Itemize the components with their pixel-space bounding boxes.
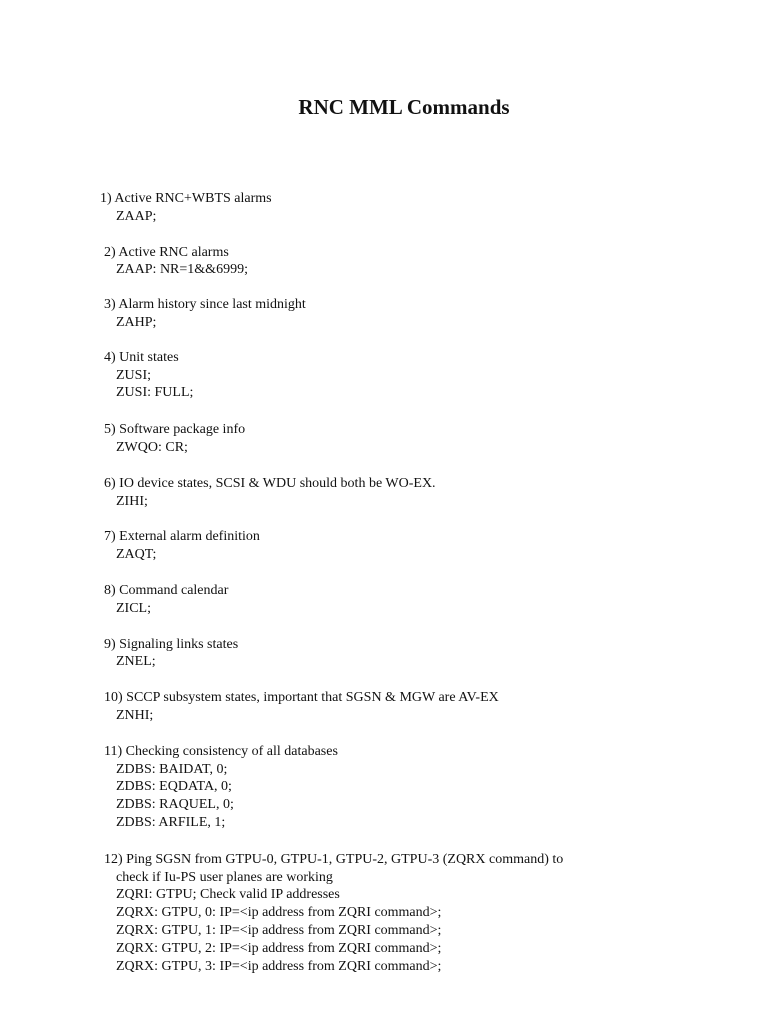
mml-command: ZICL; bbox=[116, 600, 151, 616]
item-heading: 3) Alarm history since last midnight bbox=[104, 297, 306, 313]
mml-command: ZQRX: GTPU, 3: IP=<ip address from ZQRI command>; bbox=[116, 958, 442, 974]
mml-command: ZDBS: EQDATA, 0; bbox=[116, 779, 232, 795]
item-heading: 5) Software package info bbox=[104, 422, 246, 438]
mml-command: ZQRI: GTPU; Check valid IP addresses bbox=[116, 887, 340, 903]
mml-command: ZDBS: ARFILE, 1; bbox=[116, 814, 226, 830]
mml-command: ZNEL; bbox=[116, 654, 156, 670]
item-heading: 12) Ping SGSN from GTPU-0, GTPU-1, GTPU-2, GTPU-3 (ZQRX command) to bbox=[104, 851, 564, 867]
list-item bbox=[0, 296, 768, 332]
item-heading: 4) Unit states bbox=[104, 349, 179, 365]
list-item bbox=[0, 528, 768, 564]
mml-command: ZAAP; bbox=[116, 208, 157, 224]
mml-command: ZAHP; bbox=[116, 314, 157, 330]
item-heading: 10) SCCP subsystem states, important that SGSN & MGW are AV-EX bbox=[104, 690, 499, 706]
list-item bbox=[0, 421, 768, 457]
list-item bbox=[0, 689, 768, 725]
item-heading: 11) Checking consistency of all databases bbox=[104, 743, 338, 759]
document-title: RNC MML Commands bbox=[298, 95, 510, 119]
item-heading: 2) Active RNC alarms bbox=[104, 244, 229, 260]
mml-command: check if Iu-PS user planes are working bbox=[116, 869, 333, 885]
list-item bbox=[0, 244, 768, 280]
item-heading: 7) External alarm definition bbox=[104, 529, 260, 545]
mml-command: ZQRX: GTPU, 0: IP=<ip address from ZQRI command>; bbox=[116, 905, 442, 921]
mml-command: ZQRX: GTPU, 2: IP=<ip address from ZQRI command>; bbox=[116, 940, 442, 956]
item-heading: 6) IO device states, SCSI & WDU should both be WO-EX. bbox=[104, 475, 436, 491]
mml-command: ZWQO: CR; bbox=[116, 439, 188, 455]
mml-command: ZAQT; bbox=[116, 547, 157, 563]
list-item bbox=[0, 636, 768, 672]
list-item bbox=[0, 582, 768, 618]
mml-command: ZAAP: NR=1&&6999; bbox=[116, 262, 248, 278]
list-item bbox=[0, 743, 768, 832]
list-item bbox=[0, 475, 768, 511]
mml-command: ZQRX: GTPU, 1: IP=<ip address from ZQRI command>; bbox=[116, 922, 442, 938]
item-heading: 1) Active RNC+WBTS alarms bbox=[100, 191, 272, 206]
list-item bbox=[0, 190, 768, 226]
mml-command: ZDBS: BAIDAT, 0; bbox=[116, 761, 228, 777]
mml-command: ZUSI; bbox=[116, 367, 151, 383]
mml-command: ZIHI; bbox=[116, 493, 148, 509]
mml-command: ZNHI; bbox=[116, 707, 154, 723]
command-list bbox=[0, 190, 768, 975]
item-heading: 9) Signaling links states bbox=[104, 636, 239, 652]
mml-command: ZUSI: FULL; bbox=[116, 385, 194, 401]
mml-command: ZDBS: RAQUEL, 0; bbox=[116, 797, 234, 813]
item-heading: 8) Command calendar bbox=[104, 582, 229, 598]
list-item bbox=[0, 349, 768, 402]
list-item bbox=[0, 851, 768, 976]
